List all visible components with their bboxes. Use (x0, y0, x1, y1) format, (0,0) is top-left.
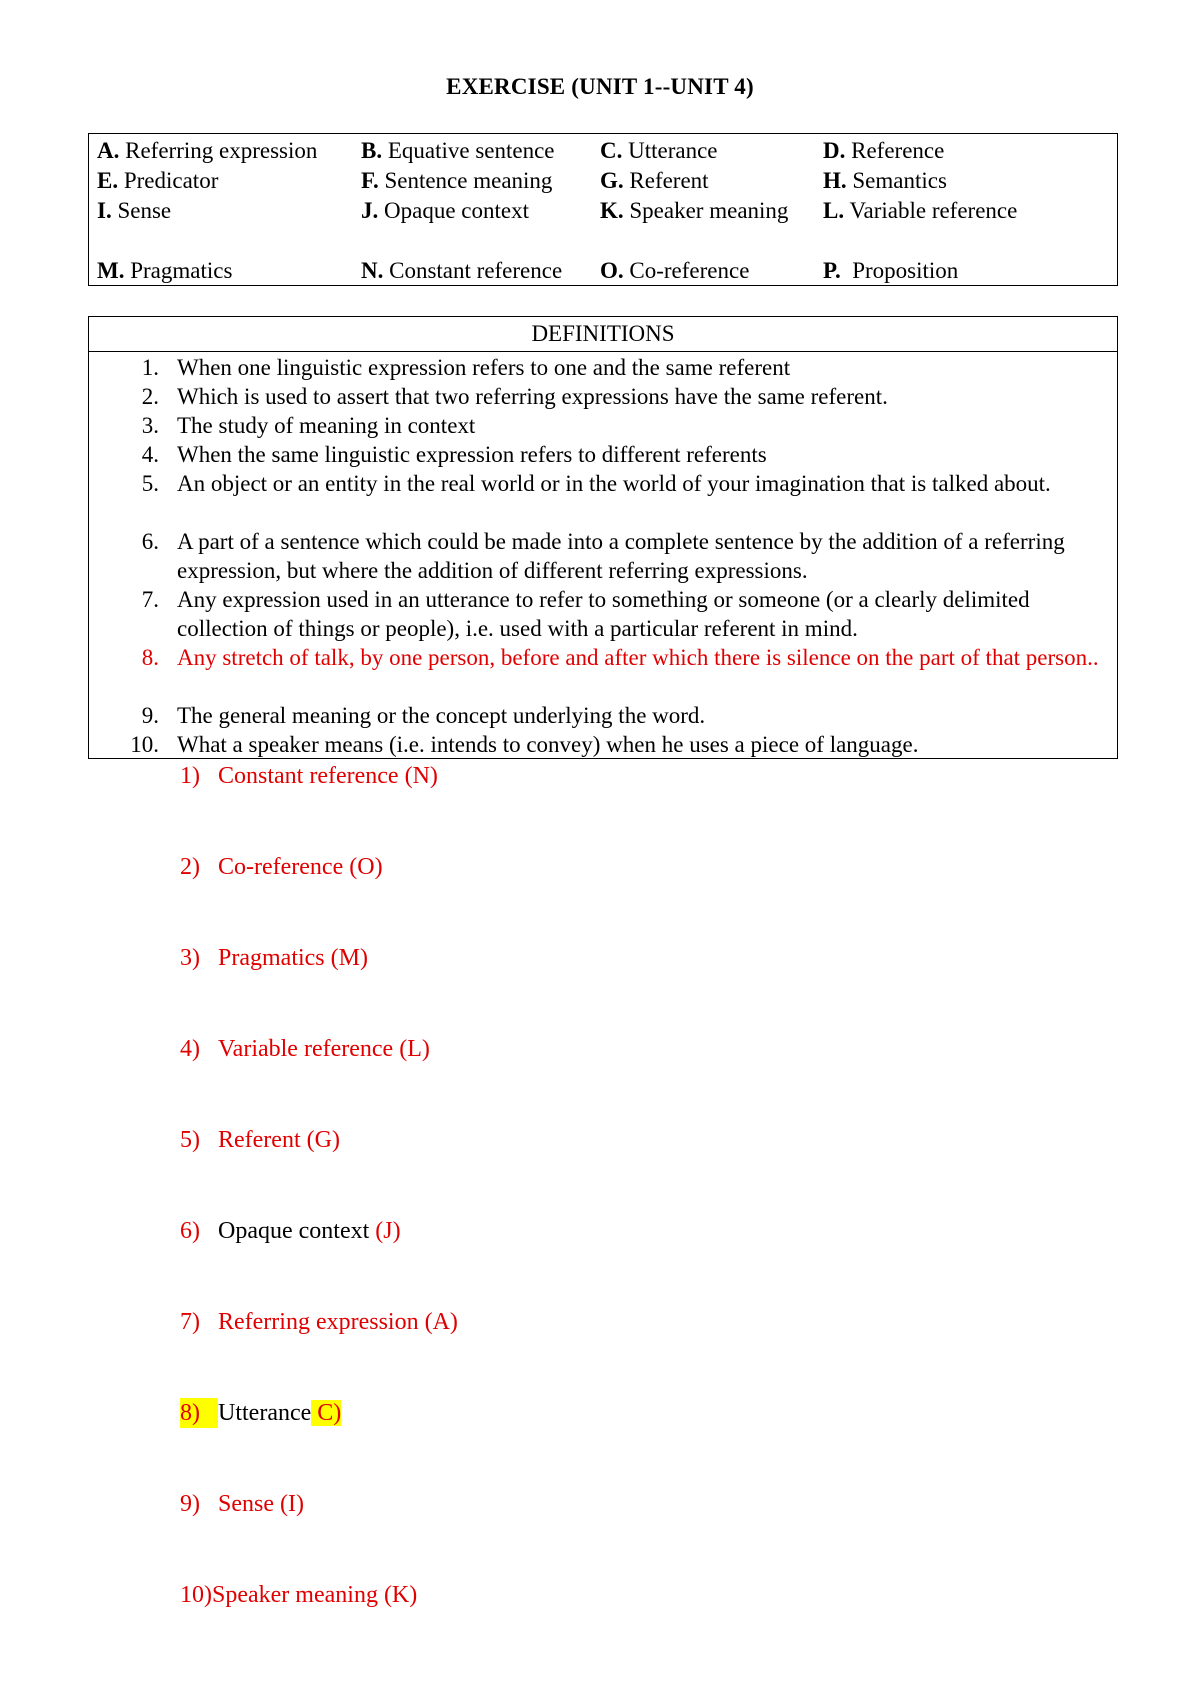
answer-6: 6) Opaque context (J) (180, 1218, 401, 1244)
term-b: B. Equative sentence (361, 138, 555, 163)
term-m: M. Pragmatics (97, 258, 233, 283)
term-g: G. Referent (600, 168, 709, 193)
term-f: F. Sentence meaning (361, 168, 553, 193)
terms-table (88, 133, 1118, 286)
answer-3: 3) Pragmatics (M) (180, 945, 368, 971)
answer-1: 1) Constant reference (N) (180, 763, 438, 789)
answer-2: 2) Co-reference (O) (180, 854, 383, 880)
term-l: L. Variable reference (823, 198, 1018, 223)
term-o: O. Co-reference (600, 258, 750, 283)
term-j: J. Opaque context (361, 198, 529, 223)
term-p: P. Proposition (823, 258, 959, 283)
page-title: EXERCISE (UNIT 1--UNIT 4) (446, 74, 754, 99)
answer-7: 7) Referring expression (A) (180, 1309, 458, 1335)
answer-8: 8) Utterance C) (180, 1400, 342, 1426)
term-d: D. Reference (823, 138, 945, 163)
term-k: K. Speaker meaning (600, 198, 789, 223)
answer-5: 5) Referent (G) (180, 1127, 340, 1153)
term-c: C. Utterance (600, 138, 718, 163)
term-n: N. Constant reference (361, 258, 563, 283)
term-e: E. Predicator (97, 168, 219, 193)
answer-4: 4) Variable reference (L) (180, 1036, 430, 1062)
answer-9: 9) Sense (I) (180, 1491, 304, 1517)
definitions-header: DEFINITIONS (89, 317, 1117, 352)
term-h: H. Semantics (823, 168, 947, 193)
term-i: I. Sense (97, 198, 172, 223)
term-a: A. Referring expression (97, 138, 318, 163)
answer-10: 10)Speaker meaning (K) (180, 1582, 418, 1608)
definitions-table: DEFINITIONS 1. When one linguistic expression refers to one and the same referent 2. Which is used to assert that two referring expressions have the same referent. 3. The study of meaning in context 4. When the same linguistic expression refers to different referents 5. An object or an entity in the real world or in the world of your imagination that is talked about. 6. A part of a sentence which could be made into a complete sentence by the addition of a referring expression, but where the addition of different referring expressions. 7. Any expression used in an utterance to refer to something or someone (or a clearly delimited collection of things or people), i.e. used with a particular referent in mind. 8. Any stretch of talk, by one person, before and after which there is silence on the part of that person.. 9. The general meaning or the concept underlying the word. 10. What a speaker means (i.e. intends to convey) when he uses a piece of language. (88, 316, 1118, 759)
